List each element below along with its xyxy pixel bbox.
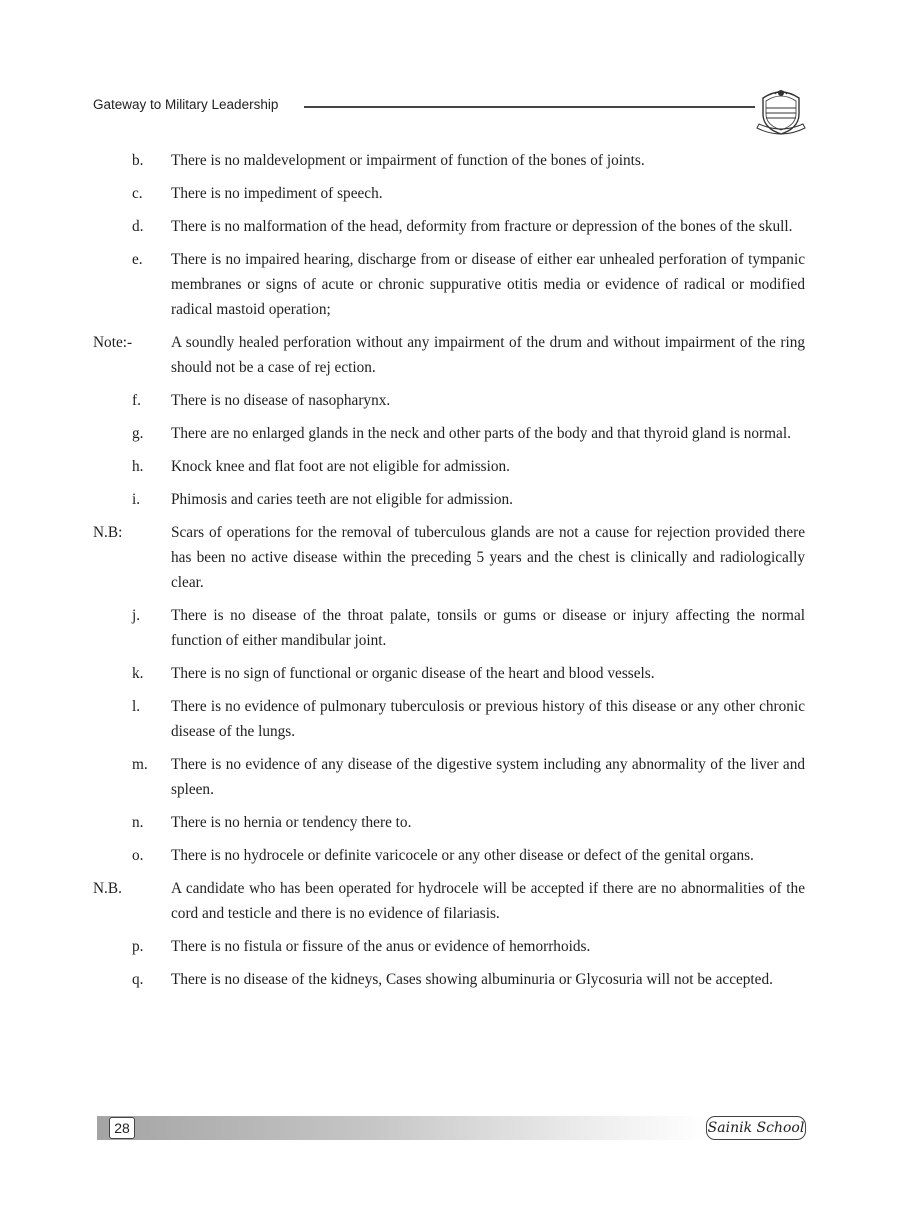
list-item-text: There is no maldevelopment or impairment of function of the bones of joints. [171,152,645,169]
list-item-text: Knock knee and flat foot are not eligible for admission. [171,458,510,475]
list-item-marker: e. [132,251,143,268]
list-item-marker: o. [132,847,144,864]
list-item [93,214,805,239]
list-item-text: There is no impediment of speech. [171,185,383,202]
list-item-text: There is no evidence of pulmonary tuberculosis or previous history of this disease or any other chronic disease of the lungs. [171,698,805,740]
list-item-text: There are no enlarged glands in the neck and other parts of the body and that thyroid gland is normal. [171,425,791,442]
list-item-text: There is no disease of the throat palate, tonsils or gums or disease or injury affecting the normal function of either mandibular joint. [171,607,805,649]
list-item-marker: b. [132,152,144,169]
header-title: Gateway to Military Leadership [93,97,279,112]
list-item-marker: N.B: [93,524,123,541]
list-item-marker: q. [132,971,144,988]
list-item [93,487,805,512]
list-item [93,752,805,802]
list-item-text: Scars of operations for the removal of tuberculous glands are not a cause for rejection provided there has been no active disease within the preceding 5 years and the chest is clinically and radiologically clear. [171,524,805,591]
list-item-marker: m. [132,756,148,773]
list-item [93,148,805,173]
list-item [93,934,805,959]
list-item-text: A soundly healed perforation without any impairment of the drum and without impairment of the ring should not be a case of rej ection. [171,334,805,376]
list-item-marker: c. [132,185,143,202]
list-item-marker: N.B. [93,880,122,897]
list-item [93,694,805,744]
list-item [93,454,805,479]
list-item-text: There is no fistula or fissure of the anus or evidence of hemorrhoids. [171,938,591,955]
page-footer [97,1115,807,1141]
list-item-marker: n. [132,814,144,831]
list-item [93,421,805,446]
list-item-marker: g. [132,425,144,442]
list-item [93,843,805,868]
list-item-marker: p. [132,938,144,955]
list-item [93,876,805,926]
list-item-text: There is no evidence of any disease of the digestive system including any abnormality of the liver and spleen. [171,756,805,798]
list-item [93,661,805,686]
list-item [93,330,805,380]
list-item-text: There is no disease of the kidneys, Cases showing albuminuria or Glycosuria will not be accepted. [171,971,773,988]
list-item-text: There is no sign of functional or organic disease of the heart and blood vessels. [171,665,655,682]
list-item [93,247,805,322]
list-item-text: There is no impaired hearing, discharge from or disease of either ear unhealed perforation of tympanic membranes or signs of acute or chronic suppurative otitis media or evidence of radical or modified radical mastoid operation; [171,251,805,318]
list-item [93,388,805,413]
list-item-marker: Note:- [93,334,133,351]
list-item [93,603,805,653]
footer-bar [97,1116,707,1140]
list-item-marker: f. [132,392,141,409]
school-crest-icon [755,84,807,138]
document-body [93,148,805,1000]
list-item-marker: l. [132,698,141,715]
list-item-marker: i. [132,491,141,508]
list-item [93,967,805,992]
list-item [93,810,805,835]
page-header [93,82,808,138]
list-item-text: A candidate who has been operated for hydrocele will be accepted if there are no abnormalities of the cord and testicle and there is no evidence of filariasis. [171,880,805,922]
list-item-text: There is no hydrocele or definite varicocele or any other disease or defect of the genital organs. [171,847,754,864]
list-item-text: Phimosis and caries teeth are not eligible for admission. [171,491,513,508]
page-number: 28 [109,1117,135,1139]
list-item-text: There is no hernia or tendency there to. [171,814,412,831]
list-item-text: There is no disease of nasopharynx. [171,392,391,409]
list-item-marker: k. [132,665,144,682]
header-rule [304,106,755,108]
school-name-badge: Sainik School [706,1116,806,1140]
list-item-marker: j. [132,607,141,624]
list-item-text: There is no malformation of the head, deformity from fracture or depression of the bones of the skull. [171,218,793,235]
list-item [93,181,805,206]
list-item-marker: d. [132,218,144,235]
list-item-marker: h. [132,458,144,475]
list-item [93,520,805,595]
